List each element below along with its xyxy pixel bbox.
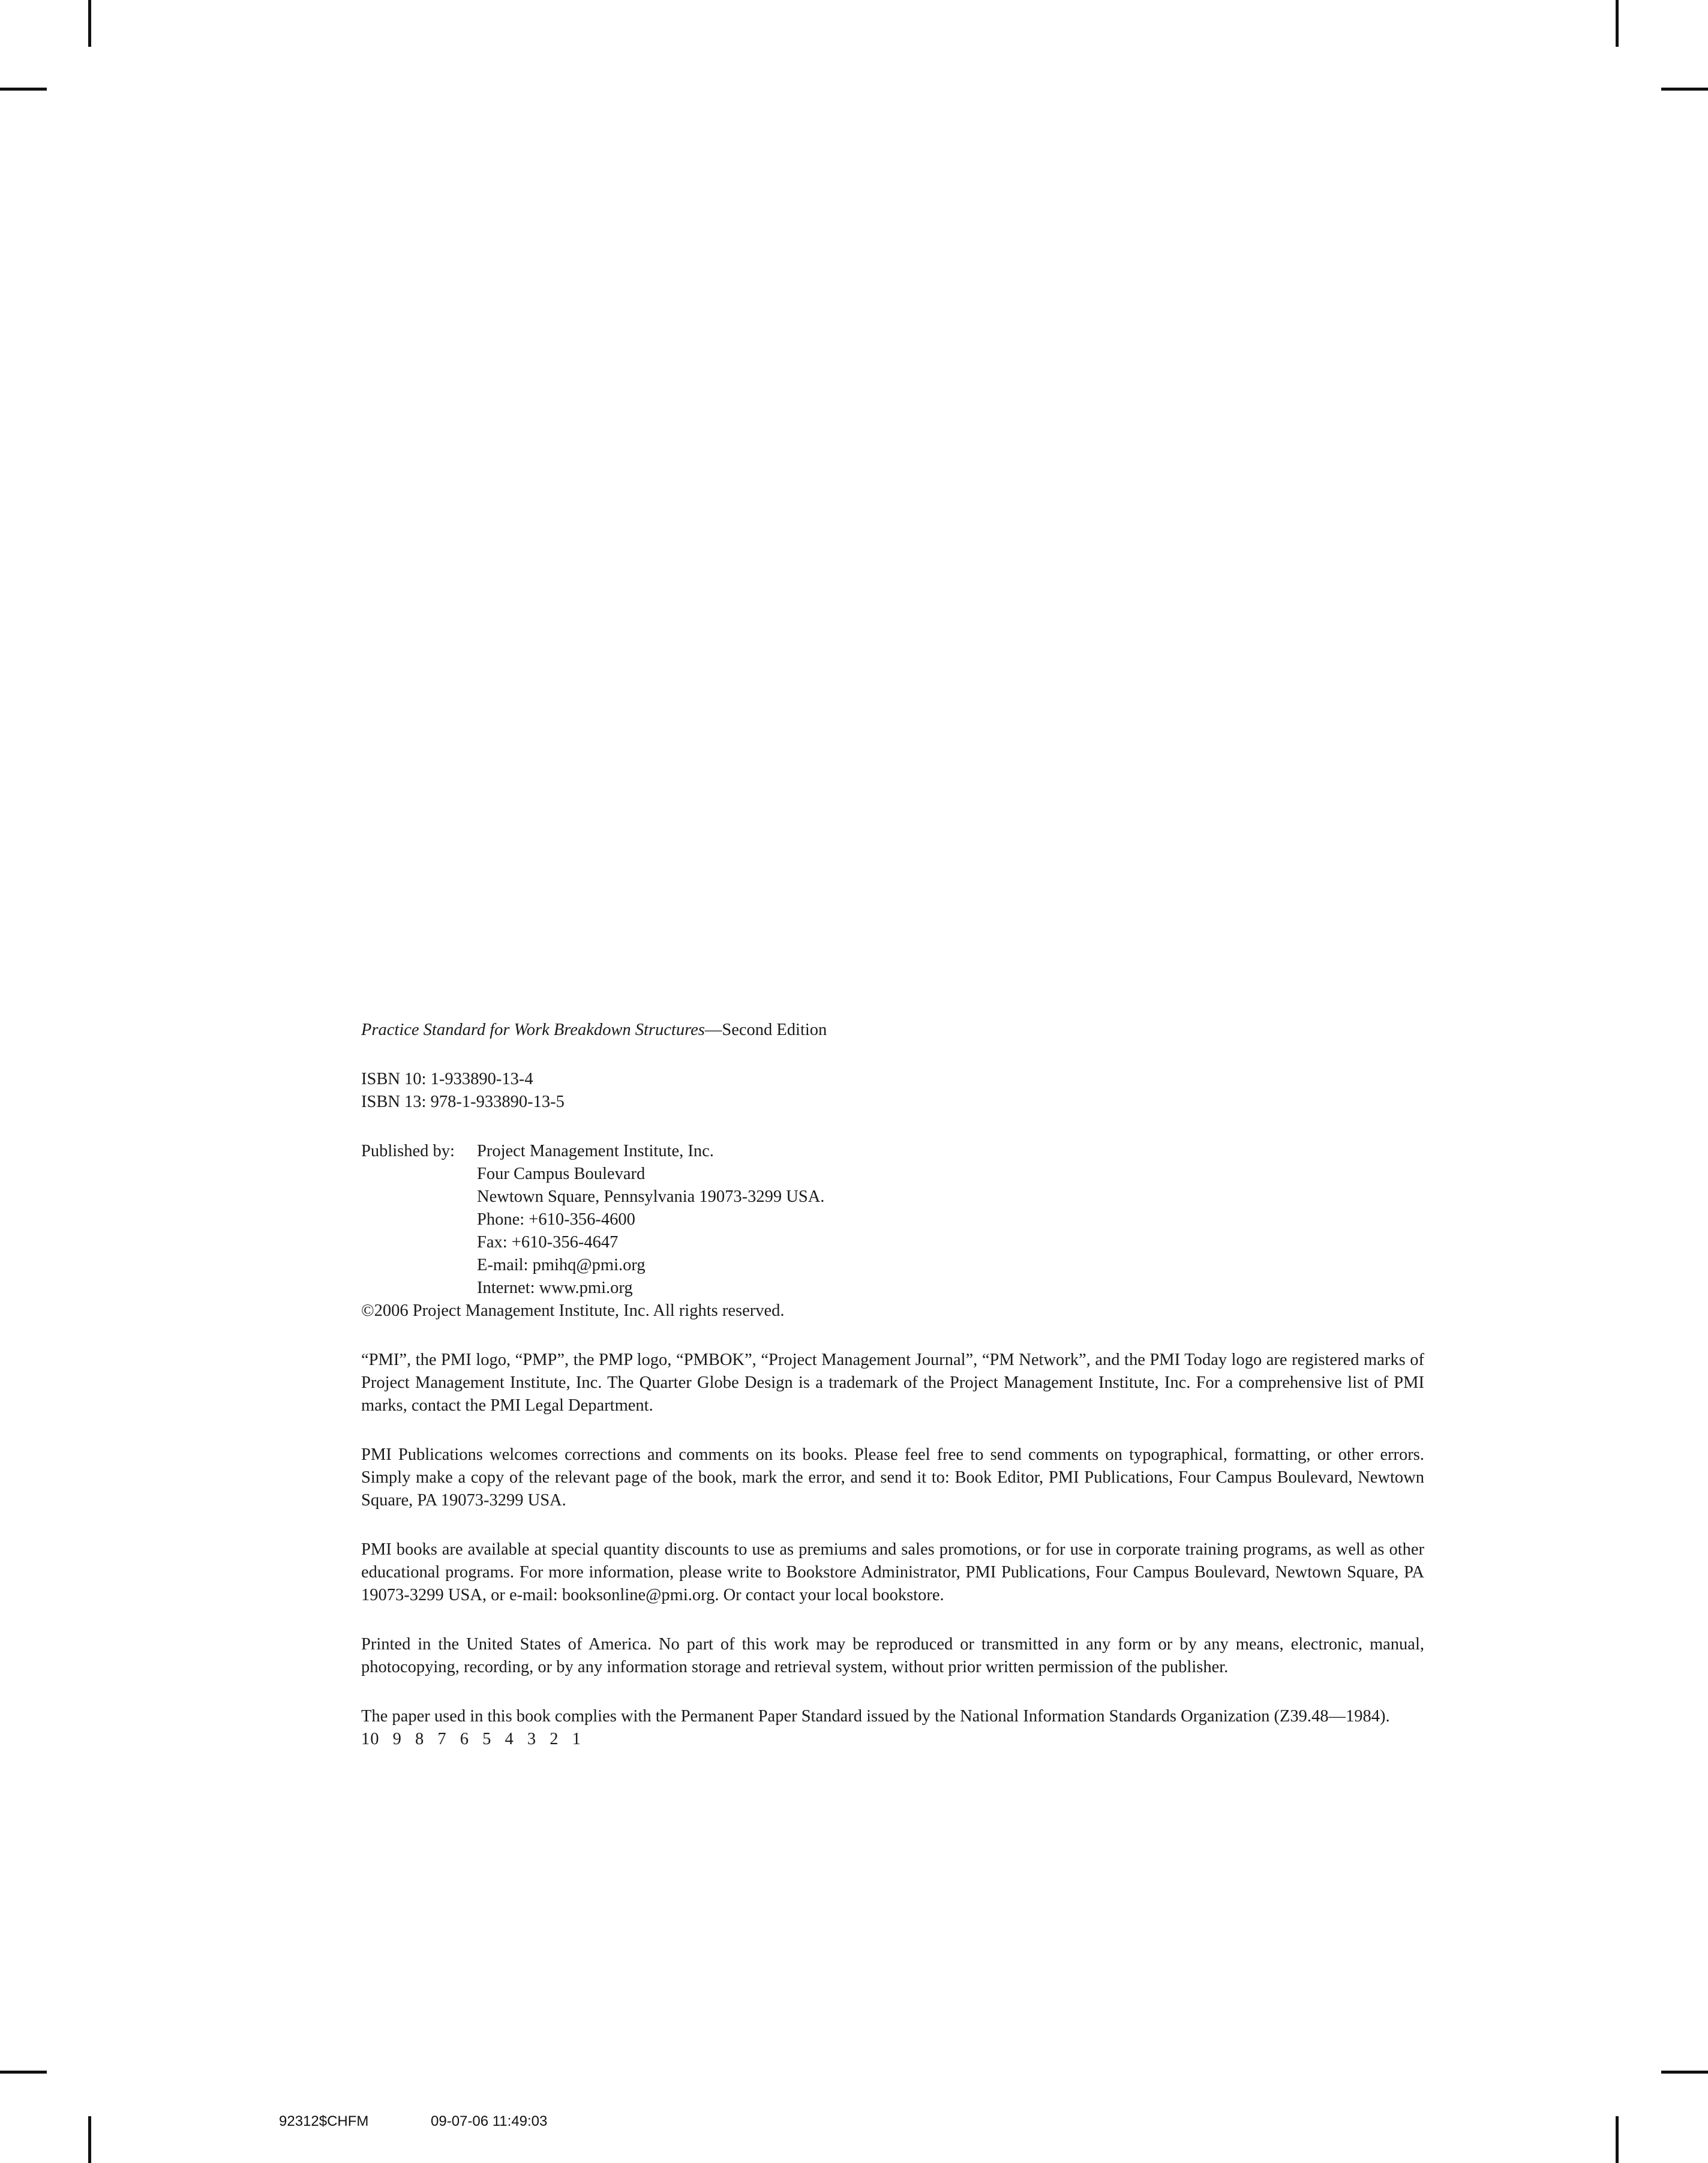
publisher-phone: Phone: +610-356-4600 bbox=[477, 1210, 635, 1229]
footer-job-code: 92312$CHFM bbox=[279, 2113, 369, 2129]
crop-mark-top-left-horizontal bbox=[0, 88, 47, 91]
book-title: Practice Standard for Work Breakdown Structures bbox=[361, 1021, 705, 1039]
publisher-block bbox=[361, 1140, 1424, 1300]
crop-mark-bottom-right-vertical bbox=[1616, 2116, 1619, 2163]
print-run-line: 10 9 8 7 6 5 4 3 2 1 bbox=[361, 1730, 581, 1748]
crop-mark-top-right-vertical bbox=[1616, 0, 1619, 47]
crop-mark-bottom-right-horizontal bbox=[1661, 2071, 1708, 2074]
crop-mark-bottom-left-horizontal bbox=[0, 2071, 47, 2074]
publisher-city: Newtown Square, Pennsylvania 19073-3299 USA. bbox=[477, 1187, 825, 1206]
isbn-block bbox=[361, 1068, 1424, 1114]
trademark-paragraph: “PMI”, the PMI logo, “PMP”, the PMP logo, “PMBOK”, “Project Management Journal”, “PM Network”, and the PMI Today logo are registered marks of Project Management Institute, Inc. The Quarter Globe Design is a trademark of the Project Management Institute, Inc. For a comprehensive list of PMI marks, contact the PMI Legal Department. bbox=[361, 1351, 1424, 1415]
book-edition: —Second Edition bbox=[704, 1021, 827, 1039]
paper-standard-paragraph: The paper used in this book complies with the Permanent Paper Standard issued by the National Information Standards Organization (Z39.48—1984). bbox=[361, 1707, 1390, 1726]
copyright-page-content bbox=[361, 1019, 1424, 1751]
isbn-10: ISBN 10: 1-933890-13-4 bbox=[361, 1070, 533, 1088]
publisher-name: Project Management Institute, Inc. bbox=[477, 1142, 714, 1160]
footer-timestamp: 09-07-06 11:49:03 bbox=[431, 2113, 548, 2129]
book-title-line bbox=[361, 1019, 1424, 1042]
publisher-street: Four Campus Boulevard bbox=[477, 1165, 646, 1183]
crop-mark-top-right-horizontal bbox=[1661, 88, 1708, 91]
published-by-label: Published by: bbox=[361, 1142, 455, 1160]
corrections-paragraph: PMI Publications welcomes corrections and comments on its books. Please feel free to send comments on typographical, formatting, or other errors. Simply make a copy of the relevant page of the book, mark the error, and send it to: Book Editor, PMI Publications, Four Campus Boulevard, Newtown Square, PA 19073-3299 USA. bbox=[361, 1445, 1424, 1510]
copyright-notice: ©2006 Project Management Institute, Inc. All rights reserved. bbox=[361, 1301, 785, 1320]
publisher-address bbox=[477, 1140, 1424, 1300]
publisher-email: E-mail: pmihq@pmi.org bbox=[477, 1256, 646, 1274]
publisher-website: Internet: www.pmi.org bbox=[477, 1279, 633, 1297]
crop-mark-top-left-vertical bbox=[88, 0, 91, 47]
rights-paragraph: Printed in the United States of America. No part of this work may be reproduced or transmitted in any form or by any means, electronic, manual, photocopying, recording, or by any information storage and retrieval system, without prior written permission of the publisher. bbox=[361, 1635, 1424, 1676]
discounts-paragraph: PMI books are available at special quantity discounts to use as premiums and sales promotions, or for use in corporate training programs, as well as other educational programs. For more information, please write to Bookstore Administrator, PMI Publications, Four Campus Boulevard, Newtown Square, PA 19073-3299 USA, or e-mail: booksonline@pmi.org. Or contact your local bookstore. bbox=[361, 1540, 1424, 1604]
crop-mark-bottom-left-vertical bbox=[88, 2116, 91, 2163]
isbn-13: ISBN 13: 978-1-933890-13-5 bbox=[361, 1093, 565, 1111]
publisher-fax: Fax: +610-356-4647 bbox=[477, 1233, 619, 1252]
